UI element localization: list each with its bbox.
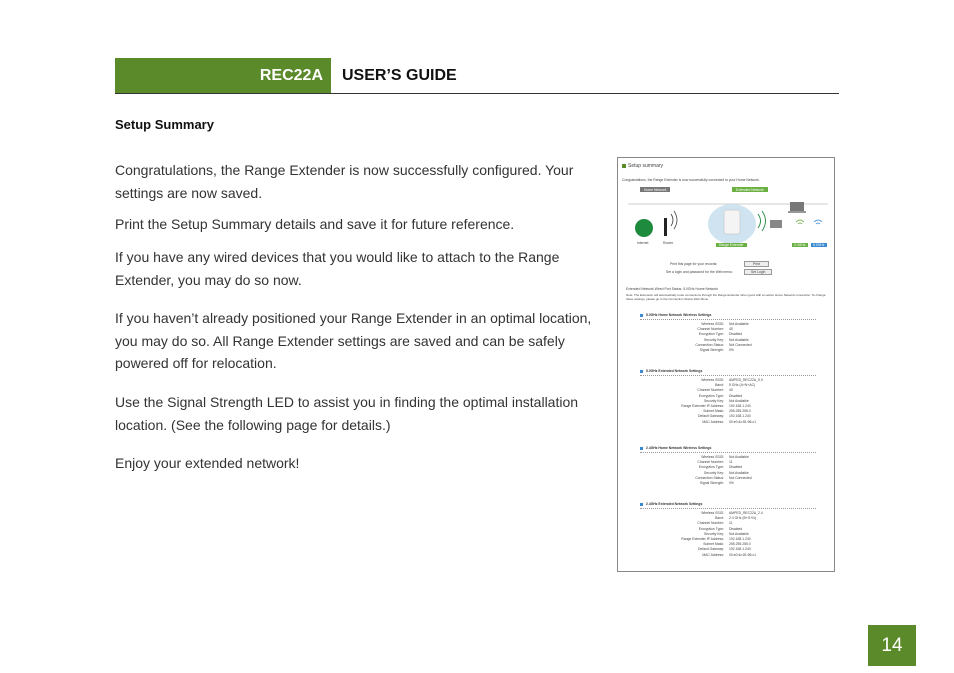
settings-key: Security Key:: [704, 531, 724, 536]
settings-key: MAC Address:: [702, 419, 724, 424]
settings-key: Subnet Mask:: [703, 409, 724, 414]
settings-section-title-text: 2.4GHz Extended Network Settings: [646, 502, 703, 506]
laptop-icon: [790, 202, 804, 211]
summary-intro: Congratulations, the Range Extender is now successfully connected to your Home Network.: [622, 178, 760, 182]
settings-value: 5 GHz (A+N+AC): [729, 383, 756, 388]
settings-section-title: [640, 446, 711, 450]
paragraph: If you haven’t already positioned your Range Extender in an optimal location, you may do so. All Range Extender settings are saved and can be safely powered off for relocation.: [115, 310, 592, 371]
settings-key: Wireless SSID:: [701, 511, 724, 515]
settings-key: Encryption Type:: [698, 465, 724, 470]
settings-value: 192.168.1.240: [729, 404, 751, 408]
summary-title: Setup summary: [622, 163, 663, 169]
settings-key: Default Gateway:: [697, 414, 724, 419]
settings-row: [640, 348, 816, 353]
settings-key: Band:: [715, 383, 724, 388]
settings-key: MAC Address:: [702, 552, 724, 557]
settings-value: Disabled: [729, 332, 743, 337]
settings-key: Subnet Mask:: [703, 542, 724, 547]
settings-key: Wireless SSID:: [701, 455, 724, 459]
extender-label: Range Extender: [716, 243, 747, 247]
settings-row: [640, 553, 816, 558]
setup-summary-screenshot: [617, 157, 835, 572]
summary-title-icon: [622, 164, 626, 168]
settings-key: Default Gateway:: [697, 547, 724, 552]
settings-value: Not Available: [729, 398, 749, 403]
settings-key: Security Key:: [704, 470, 724, 475]
settings-value: 192.168.1.240: [729, 547, 751, 552]
settings-value: 192.168.1.240: [729, 537, 751, 541]
settings-key: Channel Number:: [697, 460, 724, 465]
extended-network-tab: Extended Network: [732, 187, 768, 192]
settings-section-title: [640, 313, 711, 317]
wifi-5-icon: [814, 220, 822, 224]
settings-row: [640, 420, 816, 425]
settings-key: Connection Status:: [695, 342, 724, 347]
settings-key: Wireless SSID:: [701, 322, 724, 326]
settings-value: Not Available: [729, 322, 749, 326]
settings-value: Disabled: [729, 526, 743, 531]
settings-value: 00:e0:4c:81:96:c1: [729, 552, 756, 557]
laptop-icon-2: [770, 220, 782, 228]
paragraph: Enjoy your extended network!: [115, 455, 300, 471]
settings-value: 40: [729, 388, 733, 393]
extender-wifi-icon: [758, 211, 766, 231]
settings-section-title-text: 5.0GHz Home Network Wireless Settings: [646, 313, 712, 317]
settings-value: Not Available: [729, 337, 749, 342]
header-model-badge: [115, 58, 331, 93]
section-divider: [640, 375, 816, 376]
settings-value: 00:e0:4c:81:96:c1: [729, 419, 756, 424]
settings-key: Signal Strength:: [699, 481, 724, 485]
paragraph: Congratulations, the Range Extender is now successfully configured. Your settings are now saved.: [115, 162, 574, 201]
page-number-badge: 14: [868, 625, 916, 666]
paragraph: Print the Setup Summary details and save it for future reference.: [115, 216, 515, 232]
paragraph: If you have any wired devices that you would like to attach to the Range Extender, you may do so now.: [115, 249, 560, 288]
settings-value: 2.4 GHz (B+G+N): [729, 516, 756, 521]
settings-value: Disabled: [729, 393, 743, 398]
settings-key: Wireless SSID:: [701, 378, 724, 382]
wifi-24-icon: [796, 220, 804, 224]
band-5-badge: 5.0GHz: [813, 243, 825, 247]
settings-key: Encryption Type:: [698, 526, 724, 531]
settings-key: Security Key:: [704, 337, 724, 342]
settings-value: AMPED_REC22A_5.0: [729, 378, 763, 382]
paragraph: Use the Signal Strength LED to assist you in finding the optimal installation location. (See the following page for details.): [115, 394, 579, 433]
settings-value: 11: [729, 460, 733, 465]
settings-value: Not Available: [729, 455, 749, 459]
summary-note: Note: The Extension will automatically route connections through the Range Extender when good with an active Home Network connection. To change these settings, please go to the Connection Status Web Menu.: [626, 293, 826, 301]
internet-label: Internet: [637, 241, 649, 245]
login-prompt: Set a login and password for the Web menu:: [666, 270, 733, 274]
router-wifi-icon: [671, 211, 677, 229]
settings-value: AMPED_REC22A_2.4: [729, 511, 763, 515]
set-login-button[interactable]: Set Login: [744, 269, 772, 275]
router-label: Router: [663, 241, 674, 245]
section-divider: [640, 508, 816, 509]
band-24-badge: 2.4GHz: [794, 243, 806, 247]
settings-value: 192.168.1.240: [729, 414, 751, 419]
settings-value: Not Available: [729, 470, 749, 475]
settings-value: 0%: [729, 481, 734, 485]
model-name: REC22A: [259, 66, 323, 84]
settings-key: Encryption Type:: [698, 393, 724, 398]
settings-key: Connection Status:: [695, 475, 724, 480]
settings-value: 255.255.255.0: [729, 542, 751, 547]
header-rule: [115, 93, 839, 94]
settings-value: Not Connected: [729, 342, 752, 347]
settings-section-title-text: 5.0GHz Extended Network Settings: [646, 369, 703, 373]
settings-section-title-text: 2.4GHz Home Network Wireless Settings: [646, 446, 712, 450]
settings-section-title: [640, 369, 702, 373]
settings-value: Not Connected: [729, 475, 752, 480]
settings-value: Disabled: [729, 465, 743, 470]
section-divider: [640, 319, 816, 320]
section-divider: [640, 452, 816, 453]
settings-key: Range Extender IP Address:: [681, 537, 724, 541]
settings-value: 11: [729, 521, 733, 526]
settings-key: Signal Strength:: [699, 348, 724, 352]
range-extender-icon: [724, 210, 740, 234]
globe-icon: [635, 219, 653, 237]
print-button[interactable]: Print: [744, 261, 769, 267]
settings-key: Security Key:: [704, 398, 724, 403]
home-network-tab: Home Network: [640, 187, 670, 192]
section-title: Setup Summary: [115, 117, 214, 132]
settings-value: 40: [729, 327, 733, 332]
settings-key: Channel Number:: [697, 388, 724, 393]
settings-key: Channel Number:: [697, 521, 724, 526]
settings-value: 255.255.255.0: [729, 409, 751, 414]
header-title: USER’S GUIDE: [342, 66, 457, 84]
settings-value: Not Available: [729, 531, 749, 536]
ext-wired-note: Extended Network Wired Port Status: 5.0GHz Home Network: [626, 287, 718, 291]
settings-section-title: [640, 502, 702, 506]
laptop-base-icon: [788, 211, 806, 213]
settings-row: [640, 481, 816, 486]
settings-value: 0%: [729, 348, 734, 352]
settings-key: Band:: [715, 516, 724, 521]
router-icon: [664, 218, 667, 236]
settings-key: Encryption Type:: [698, 332, 724, 337]
settings-key: Channel Number:: [697, 327, 724, 332]
print-prompt: Print this page for your records:: [670, 262, 718, 266]
settings-key: Range Extender IP Address:: [681, 404, 724, 408]
